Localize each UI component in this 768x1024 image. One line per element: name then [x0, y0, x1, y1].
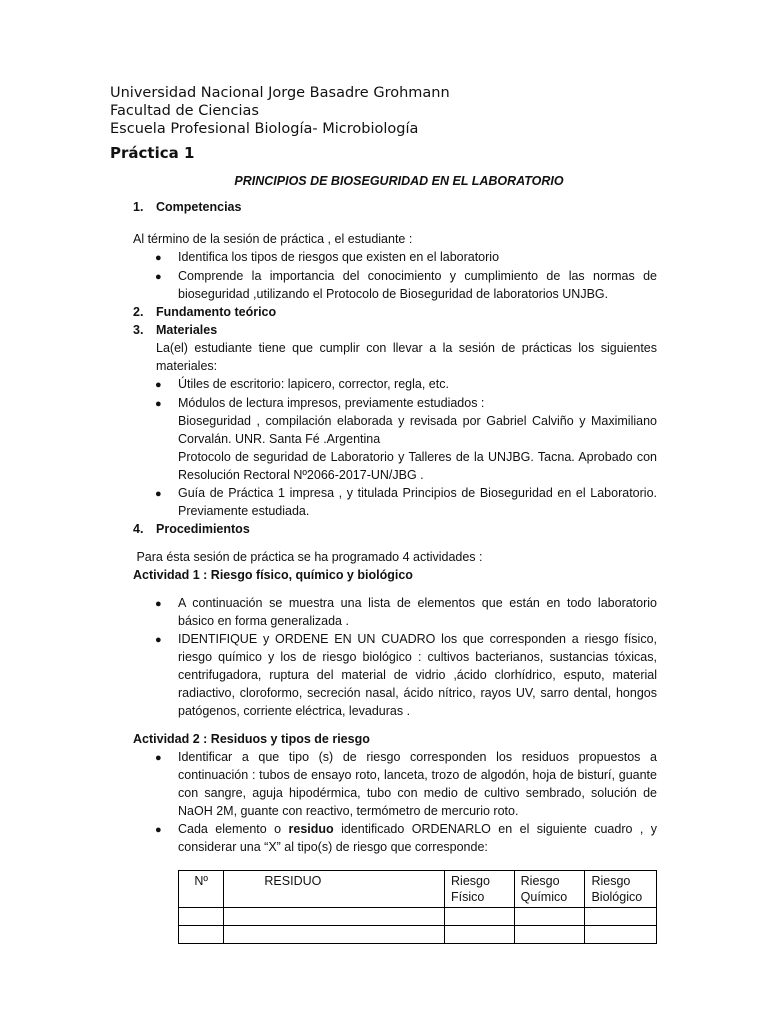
- bullet-icon: ●: [155, 824, 162, 836]
- material-reference-2: Protocolo de seguridad de Laboratorio y Talleres de la UNJBG. Tacna. Aprobado con Resolución Rectoral Nº2066-2017-UN/JBG .: [178, 450, 657, 482]
- header-riesgo-fisico: Riesgo Físico: [445, 871, 515, 908]
- residue-table: [178, 870, 657, 944]
- table-cell[interactable]: [514, 908, 585, 926]
- header-riesgo-biologico: Riesgo Biológico: [585, 871, 657, 908]
- table-cell[interactable]: [585, 908, 657, 926]
- bullet-icon: ●: [155, 271, 162, 283]
- activity-2-title: Actividad 2 : Residuos y tipos de riesgo: [133, 732, 370, 746]
- table-cell[interactable]: [224, 908, 445, 926]
- list-item: ● Identifica los tipos de riesgos que existen en el laboratorio: [133, 248, 657, 267]
- table-cell[interactable]: [179, 908, 224, 926]
- section-fundamento: 2. Fundamento teórico: [133, 305, 277, 319]
- section-procedimientos: 4. Procedimientos: [133, 522, 250, 536]
- table-cell[interactable]: [445, 926, 515, 944]
- material-reference-1: Bioseguridad , compilación elaborada y revisada por Gabriel Calviño y Maximiliano Corvalán. UNR. Santa Fé .Argentina: [178, 414, 657, 446]
- header-block: [110, 84, 450, 138]
- bullet-icon: ●: [155, 252, 162, 264]
- section-competencias: 1. Competencias: [133, 200, 242, 214]
- header-num: Nº: [179, 871, 224, 908]
- activity-1-title: Actividad 1 : Riesgo físico, químico y biológico: [133, 568, 413, 582]
- list-item: ● Guía de Práctica 1 impresa , y titulada Principios de Bioseguridad en el Laboratorio. Previamente estudiada.: [133, 484, 657, 520]
- intro-text: Al término de la sesión de práctica , el estudiante :: [133, 232, 413, 246]
- bullet-icon: ●: [155, 398, 162, 410]
- practice-title: Práctica 1: [110, 144, 195, 162]
- materials-intro: La(el) estudiante tiene que cumplir con llevar a la sesión de prácticas los siguientes materiales:: [156, 341, 657, 373]
- list-item: ● A continuación se muestra una lista de elementos que están en todo laboratorio básico en forma generalizada .: [133, 594, 657, 630]
- list-item: ● Cada elemento o residuo identificado ORDENARLO en el siguiente cuadro , y considerar una “X” al tipo(s) de riesgo que corresponde:: [133, 820, 657, 856]
- table-cell[interactable]: [445, 908, 515, 926]
- table-header-row: [179, 871, 657, 908]
- bullet-icon: ●: [155, 598, 162, 610]
- table-row: [179, 908, 657, 926]
- table-cell[interactable]: [179, 926, 224, 944]
- bullet-icon: ●: [155, 379, 162, 391]
- bullet-icon: ●: [155, 488, 162, 500]
- list-item: ● Módulos de lectura impresos, previamente estudiados : Bioseguridad , compilación elaborada y revisada por Gabriel Calviño y Maximiliano Corvalán. UNR. Santa Fé .Argentina Protocolo de seguridad de Laboratorio y Talleres de la UNJBG. Tacna. Aprobado con Resolución Rectoral Nº2066-2017-UN/JBG .: [133, 394, 657, 484]
- document-title: PRINCIPIOS DE BIOSEGURIDAD EN EL LABORATORIO: [234, 174, 564, 188]
- header-riesgo-quimico: Riesgo Químico: [514, 871, 585, 908]
- bullet-icon: ●: [155, 752, 162, 764]
- header-residuo: RESIDUO: [224, 871, 445, 908]
- bullet-icon: ●: [155, 634, 162, 646]
- university-name: Universidad Nacional Jorge Basadre Grohmann: [110, 85, 450, 101]
- school-name: Escuela Profesional Biología- Microbiología: [110, 121, 419, 137]
- procedures-intro: Para ésta sesión de práctica se ha programado 4 actividades :: [133, 550, 483, 564]
- table-row: [179, 926, 657, 944]
- document-body: [133, 198, 657, 944]
- table-cell[interactable]: [585, 926, 657, 944]
- list-item: ● IDENTIFIQUE y ORDENE EN UN CUADRO los que corresponden a riesgo físico, riesgo químico y los de riesgo biológico : cultivos bacterianos, sustancias tóxicas, centrifugadora, ruptura del material de vidrio ,ácido clorhídrico, esputo, material radiactivo, cloroformo, secreción nasal, ácido nítrico, rayos UV, sarro dental, hongos patógenos, corriente eléctrica, levaduras .: [133, 630, 657, 720]
- section-materiales: 3. Materiales: [133, 323, 218, 337]
- residuo-keyword: residuo: [288, 822, 334, 836]
- list-item: ● Útiles de escritorio: lapicero, corrector, regla, etc.: [133, 375, 657, 394]
- list-item: ● Comprende la importancia del conocimiento y cumplimiento de las normas de bioseguridad ,utilizando el Protocolo de Bioseguridad de laboratorios UNJBG.: [133, 267, 657, 303]
- table-cell[interactable]: [224, 926, 445, 944]
- faculty-name: Facultad de Ciencias: [110, 103, 259, 119]
- list-item: ● Identificar a que tipo (s) de riesgo corresponden los residuos propuestos a continuación : tubos de ensayo roto, lanceta, trozo de algodón, hoja de bisturí, guante con sangre, aguja hipodérmica, tubo con medio de cultivo sembrado, solución de NaOH 2M, guante con reactivo, termómetro de mercurio roto.: [133, 748, 657, 820]
- table-cell[interactable]: [514, 926, 585, 944]
